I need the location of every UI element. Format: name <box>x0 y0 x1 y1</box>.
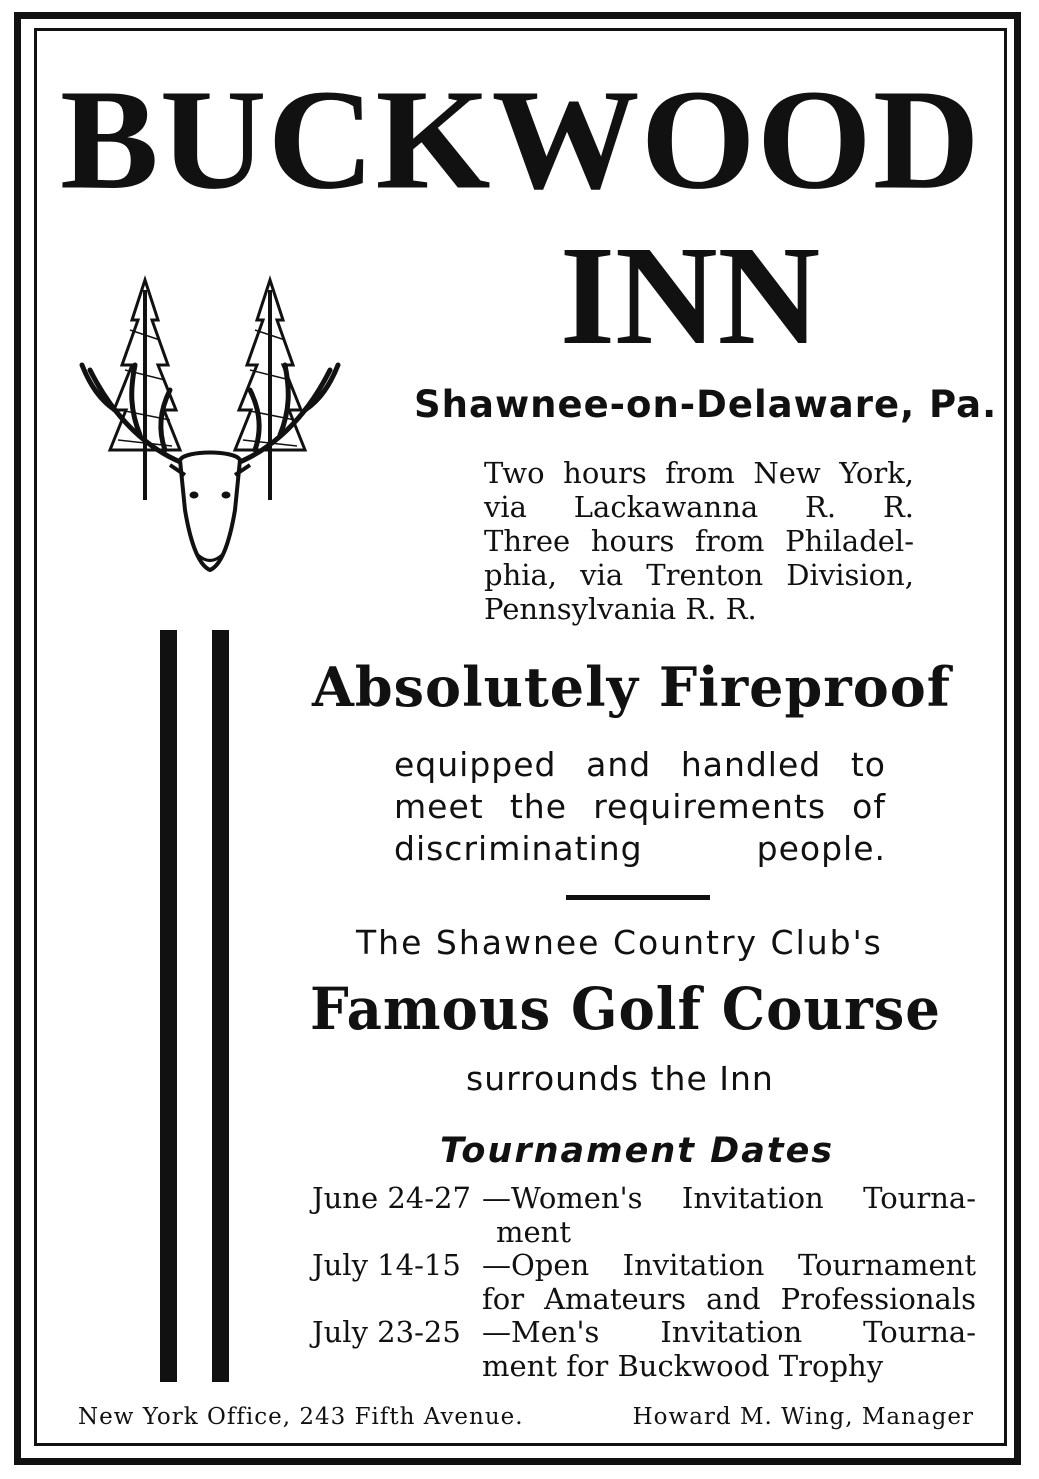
tournament-list <box>312 1182 976 1383</box>
fireproof-line: meet the requirements of <box>394 787 886 826</box>
golf-heading: Famous Golf Course <box>310 975 941 1043</box>
tournament-date: July 23-25 <box>312 1315 461 1349</box>
tournament-date: July 14-15 <box>312 1248 461 1282</box>
travel-line: via Lackawanna R. R. <box>484 490 914 524</box>
tournament-desc: ment for Buckwood Trophy <box>482 1348 884 1383</box>
tournament-heading: Tournament Dates <box>440 1131 835 1171</box>
club-line: The Shawnee Country Club's <box>356 923 883 962</box>
tournament-desc: ment <box>496 1214 571 1249</box>
tournament-desc: —Men's Invitation Tourna- <box>482 1315 976 1349</box>
footer-office: New York Office, 243 Fifth Avenue. <box>78 1404 524 1430</box>
travel-line: phia, via Trenton Division, <box>484 558 914 592</box>
fireproof-heading: Absolutely Fireproof <box>312 655 951 719</box>
tournament-desc: for Amateurs and Professionals <box>482 1281 976 1316</box>
tournament-desc: —Women's Invitation Tourna- <box>482 1181 976 1215</box>
travel-line: Pennsylvania R. R. <box>484 592 757 626</box>
tournament-desc: —Open Invitation Tournament <box>482 1248 976 1282</box>
title-buckwood: BUCKWOOD <box>60 60 981 220</box>
footer <box>78 1406 974 1429</box>
fireproof-description <box>394 744 886 870</box>
footer-manager: Howard M. Wing, Manager <box>632 1404 974 1430</box>
divider <box>566 895 710 900</box>
title-inn: INN <box>559 216 821 374</box>
travel-line: Two hours from New York, <box>484 456 914 490</box>
fireproof-line: equipped and handled to <box>394 745 886 784</box>
travel-info <box>484 456 914 626</box>
tournament-item <box>312 1182 976 1249</box>
location: Shawnee-on-Delaware, Pa. <box>414 383 998 426</box>
golf-subline: surrounds the Inn <box>466 1059 774 1098</box>
tournament-date: June 24-27 <box>312 1181 471 1215</box>
fireproof-line: discriminating people. <box>394 829 886 868</box>
vertical-bar-left <box>160 630 177 1382</box>
tournament-item <box>312 1249 976 1316</box>
vertical-bar-right <box>212 630 229 1382</box>
travel-line: Three hours from Philadel- <box>484 524 914 558</box>
elk-head-with-pine-trees-icon <box>70 270 350 580</box>
tournament-item <box>312 1316 976 1383</box>
